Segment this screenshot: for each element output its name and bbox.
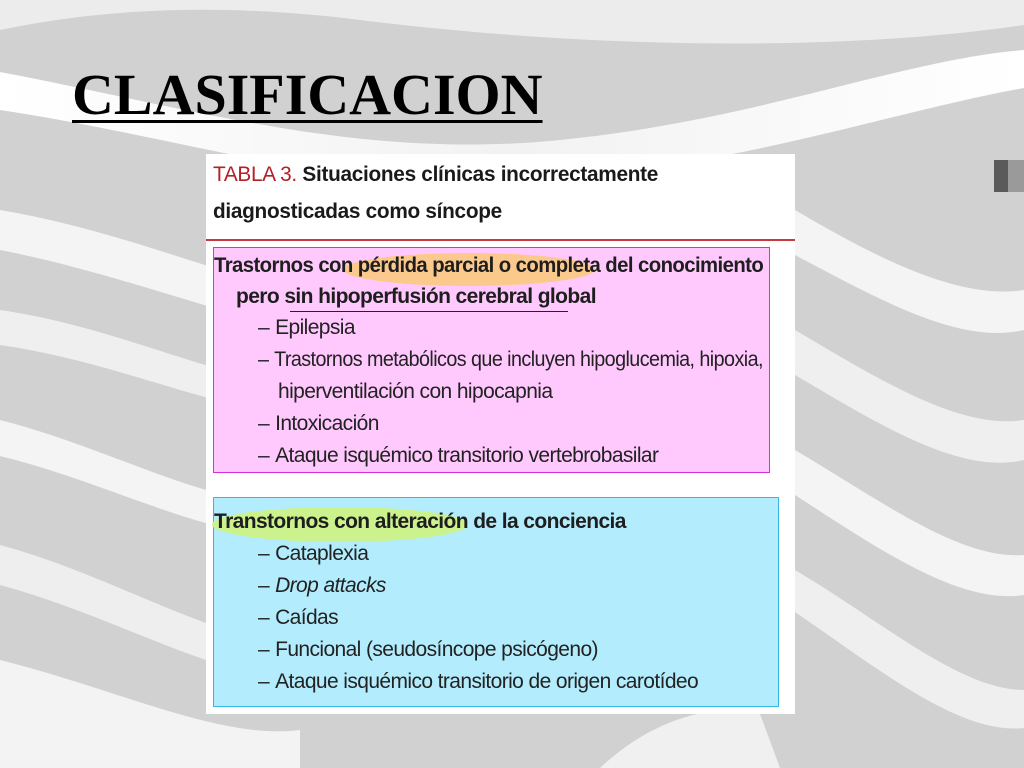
group-heading-line-2: pero sin hipoperfusión cerebral global	[236, 285, 596, 308]
list-item: – Funcional (seudosíncope psicógeno)	[258, 638, 598, 661]
caption-line-1: Situaciones clínicas incorrectamente	[302, 163, 659, 186]
list-item: – Cataplexia	[258, 542, 369, 565]
slide-edge-marker	[994, 160, 1008, 192]
caption-divider	[206, 239, 795, 241]
table-number: TABLA 3.	[213, 163, 297, 186]
list-item: – Drop attacks	[258, 574, 386, 597]
list-item: – Epilepsia	[258, 316, 355, 339]
table-caption	[213, 156, 788, 230]
list-item: – Ataque isquémico transitorio vertebrobasilar	[258, 444, 659, 467]
group-partial-loss-consciousness	[213, 247, 770, 473]
group-heading-line-1: Trastornos con pérdida parcial o completa del conocimiento	[214, 254, 764, 277]
table-3	[206, 154, 795, 714]
caption-line-2: diagnosticadas como síncope	[213, 200, 502, 223]
list-item: – Intoxicación	[258, 412, 379, 435]
list-item-continuation: hiperventilación con hipocapnia	[278, 380, 553, 403]
group-altered-consciousness	[213, 497, 779, 707]
slide-title: CLASIFICACION	[72, 62, 543, 127]
list-item: – Trastornos metabólicos que incluyen hipoglucemia, hipoxia,	[258, 348, 763, 371]
list-item: – Ataque isquémico transitorio de origen carotídeo	[258, 670, 699, 693]
list-item: – Caídas	[258, 606, 339, 629]
group-heading-line-1: Transtornos con alteración de la conciencia	[214, 510, 626, 533]
